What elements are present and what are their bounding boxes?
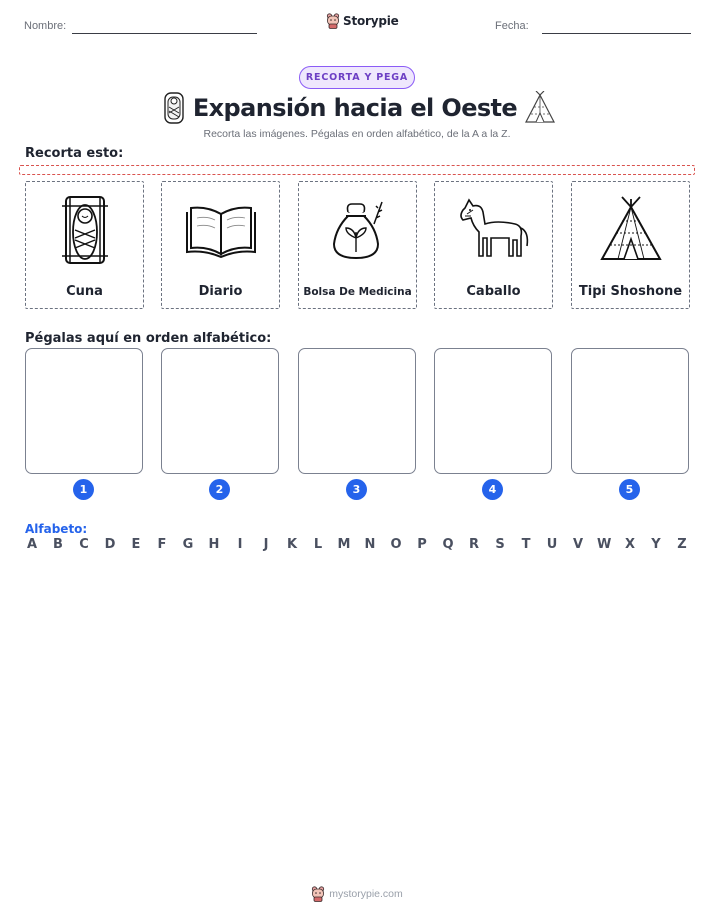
alphabet-letter: G	[182, 537, 194, 552]
horse-icon	[457, 198, 531, 262]
card-label: Caballo	[466, 284, 521, 299]
alphabet-letter: M	[337, 537, 351, 552]
alphabet-letter: D	[104, 537, 116, 552]
cut-card-diario[interactable]	[161, 181, 280, 309]
instructions: Recorta las imágenes. Pégalas en orden alfabético, de la A a la Z.	[203, 128, 511, 140]
paste-slot-1[interactable]	[25, 348, 143, 474]
alphabet-letter: X	[624, 537, 636, 552]
cut-section-title: Recorta esto:	[25, 146, 124, 161]
alphabet-title: Alfabeto:	[25, 522, 88, 536]
alphabet-letter: H	[208, 537, 220, 552]
cut-card-tipi-shoshone[interactable]	[571, 181, 690, 309]
cut-line	[19, 165, 695, 175]
card-label: Bolsa De Medicina	[303, 286, 412, 298]
alphabet-letter: C	[79, 537, 89, 552]
brand-name: Storypie	[343, 14, 399, 28]
brand-logo	[326, 13, 399, 29]
cradleboard-icon	[60, 194, 110, 266]
alphabet-letter: E	[131, 537, 141, 552]
paste-slot-2[interactable]	[161, 348, 279, 474]
cut-card-cuna[interactable]	[25, 181, 144, 309]
page-title: Expansión hacia el Oeste	[192, 94, 518, 122]
card-label: Tipi Shoshone	[578, 284, 683, 299]
activity-badge: RECORTA Y PEGA	[299, 66, 415, 89]
alphabet-letter: P	[417, 537, 427, 552]
slot-number-3: 3	[346, 479, 367, 500]
alphabet-letter: Q	[442, 537, 454, 552]
page-title-row	[160, 90, 558, 126]
card-label: Cuna	[66, 284, 103, 299]
tipi-icon	[522, 91, 558, 125]
slot-number-1: 1	[73, 479, 94, 500]
alphabet-letter: S	[495, 537, 505, 552]
footer-url: mystorypie.com	[329, 888, 403, 900]
footer	[0, 886, 714, 902]
slot-number-4: 4	[482, 479, 503, 500]
bear-icon	[326, 13, 340, 29]
alphabet-letter: Y	[651, 537, 661, 552]
alphabet-letter: F	[157, 537, 167, 552]
alphabet-letter: B	[53, 537, 63, 552]
cut-card-bolsa-de-medicina[interactable]	[298, 181, 417, 309]
alphabet-row	[25, 537, 689, 552]
alphabet-letter: N	[364, 537, 376, 552]
alphabet-letter: O	[390, 537, 402, 552]
slot-number-2: 2	[209, 479, 230, 500]
slot-number-5: 5	[619, 479, 640, 500]
cradleboard-icon	[160, 91, 188, 125]
alphabet-letter: W	[597, 537, 612, 552]
date-label: Fecha:	[495, 20, 529, 32]
alphabet-letter: U	[546, 537, 558, 552]
alphabet-letter: T	[521, 537, 531, 552]
name-line[interactable]	[72, 33, 257, 34]
paste-slot-5[interactable]	[571, 348, 689, 474]
card-label: Diario	[198, 284, 243, 299]
paste-slot-3[interactable]	[298, 348, 416, 474]
paste-section-title: Pégalas aquí en orden alfabético:	[25, 331, 272, 346]
alphabet-letter: J	[263, 537, 269, 552]
open-book-icon	[185, 202, 257, 258]
alphabet-letter: I	[237, 537, 243, 552]
name-label: Nombre:	[24, 20, 67, 32]
alphabet-letter: R	[468, 537, 479, 552]
alphabet-letter: K	[286, 537, 298, 552]
medicine-bag-icon	[328, 198, 388, 262]
paste-slot-4[interactable]	[434, 348, 552, 474]
date-line[interactable]	[542, 33, 691, 34]
tipi-icon	[596, 195, 666, 265]
alphabet-letter: A	[26, 537, 38, 552]
cut-card-caballo[interactable]	[434, 181, 553, 309]
bear-icon	[311, 886, 325, 902]
alphabet-letter: L	[313, 537, 323, 552]
alphabet-letter: V	[572, 537, 584, 552]
alphabet-letter: Z	[677, 537, 687, 552]
